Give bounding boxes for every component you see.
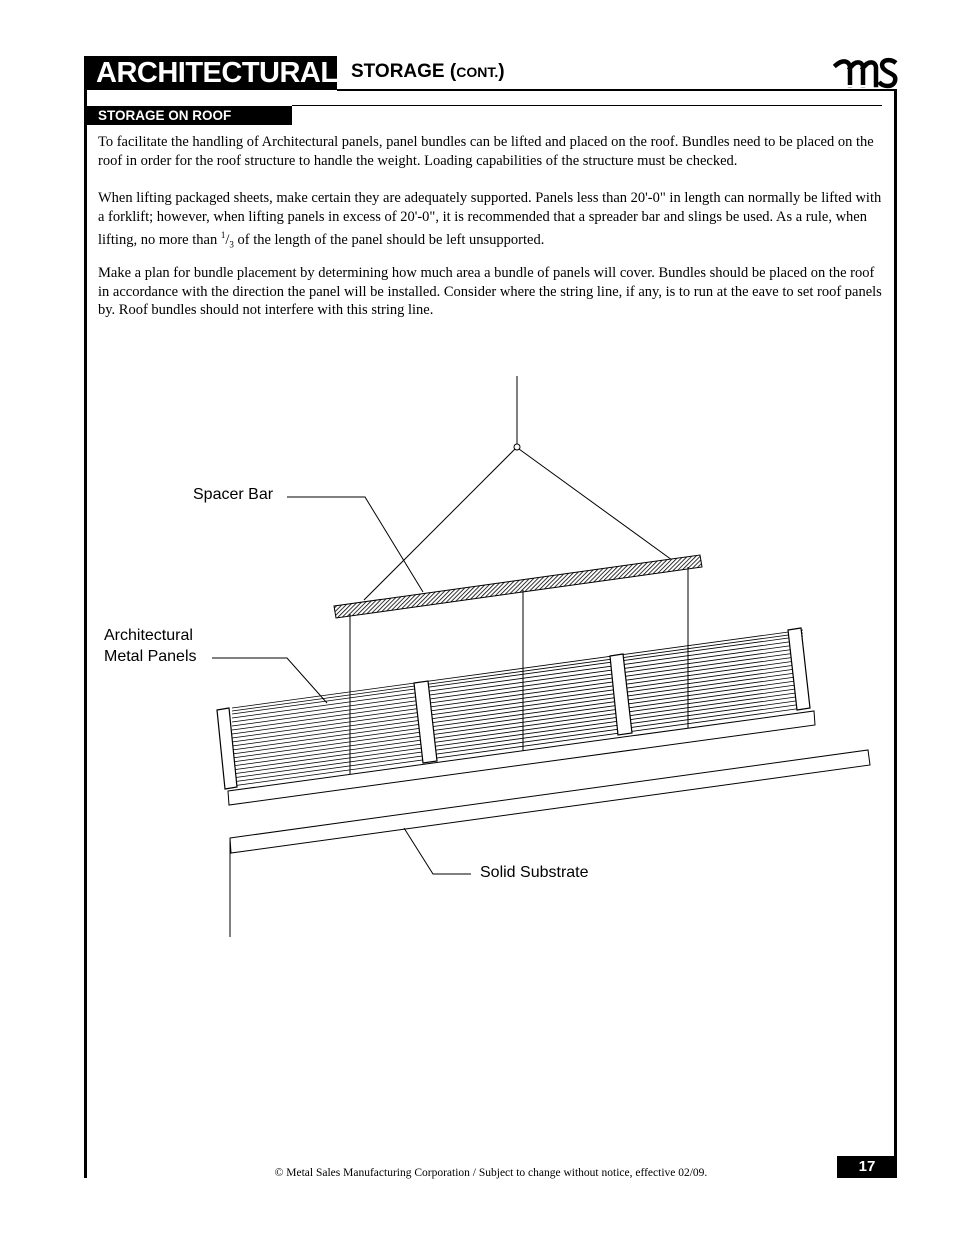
section-title-cont: CONT. <box>456 64 499 80</box>
fraction-slash: / <box>225 232 230 249</box>
page-number: 17 <box>837 1156 897 1178</box>
bundle-block-1 <box>217 708 237 789</box>
label-spacer-bar: Spacer Bar <box>193 486 274 503</box>
bundle-block-2 <box>414 681 437 763</box>
paragraph-2-text-a: When lifting packaged sheets, make certain they are adequately supported. Panels less than 20'-0" in length can normally be lifted with a forklift; however, when lifting panels in excess of 20'-0", it is recommended that a spreader bar and slings be used. As a rule, when lifting, no more than <box>98 190 882 249</box>
section-title-main: STORAGE ( <box>351 61 457 82</box>
label-panels-line1: Architectural <box>104 627 193 644</box>
bundle-block-3 <box>610 654 632 735</box>
spacer-bar <box>334 555 702 618</box>
paragraph-3: Make a plan for bundle placement by determining how much area a bundle of panels will cover. Bundles should be placed on the roof in accordance with the direction the panel will be installed. Consider where the string line, if any, is to run at the eave to set roof panels by. Roof bundles should not interfere with this string line. <box>98 265 882 319</box>
fraction-numerator: 1 <box>220 230 226 241</box>
label-solid-substrate: Solid Substrate <box>480 864 589 881</box>
paragraph-1: To facilitate the handling of Architectural panels, panel bundles can be lifted and placed on the roof. Bundles need to be placed on the roof in order for the roof structure to handle the weight. Loading capabilities of the structure must be checked. <box>98 134 874 169</box>
fraction-denominator: 3 <box>229 240 234 251</box>
paragraph-2-text-b: of the length of the panel should be left unsupported. <box>233 232 545 249</box>
section-title-close: ) <box>498 61 505 82</box>
subsection-title: STORAGE ON ROOF <box>84 106 292 125</box>
footer-copyright: © Metal Sales Manufacturing Corporation / Subject to change without notice, effective 02/09. <box>274 1167 708 1179</box>
category-title: ARCHITECTURAL <box>84 56 337 90</box>
label-panels-line2: Metal Panels <box>104 648 197 665</box>
